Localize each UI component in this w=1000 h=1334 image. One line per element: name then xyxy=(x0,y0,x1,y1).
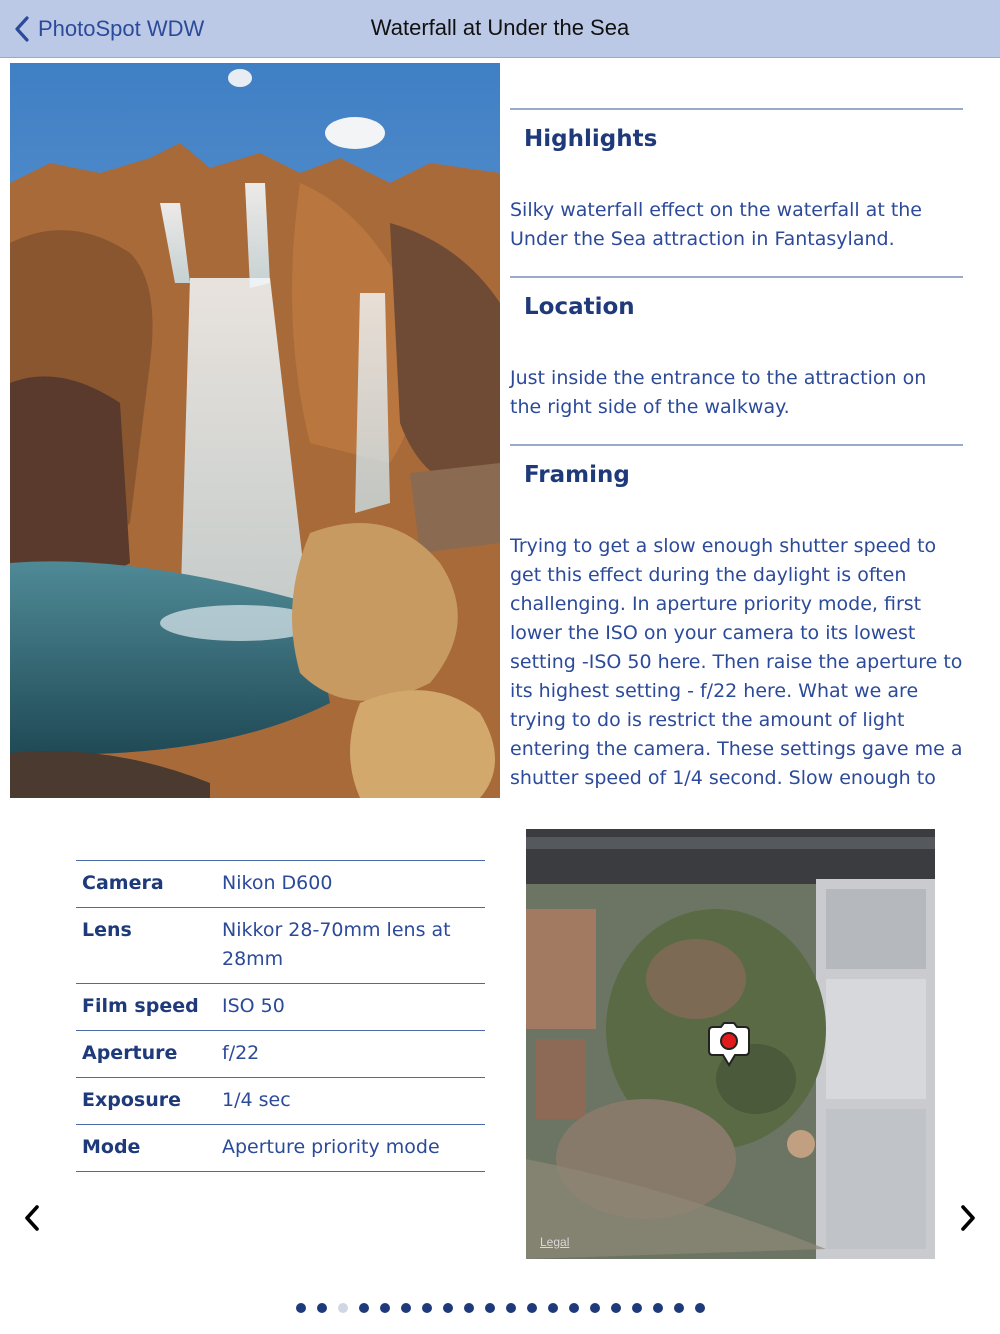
table-row xyxy=(76,1031,485,1078)
section-title: Location xyxy=(524,294,635,320)
highlights-section xyxy=(510,108,963,276)
spec-label: Mode xyxy=(76,1125,216,1172)
page-dot[interactable] xyxy=(527,1303,537,1313)
page-dot[interactable] xyxy=(422,1303,432,1313)
page-dot[interactable] xyxy=(443,1303,453,1313)
info-panel[interactable] xyxy=(510,108,963,789)
page-dot[interactable] xyxy=(359,1303,369,1313)
page-dot[interactable] xyxy=(611,1303,621,1313)
page-dot[interactable] xyxy=(548,1303,558,1313)
chevron-right-icon[interactable] xyxy=(956,1202,980,1234)
page-dot[interactable] xyxy=(296,1303,306,1313)
spec-value: Nikon D600 xyxy=(216,861,485,908)
camera-settings-table xyxy=(76,860,485,1172)
waterfall-photo xyxy=(10,63,500,798)
spec-label: Lens xyxy=(76,908,216,984)
page-dot[interactable] xyxy=(590,1303,600,1313)
framing-section xyxy=(510,444,963,815)
page-indicator[interactable] xyxy=(0,1303,1000,1315)
section-title: Framing xyxy=(524,462,630,488)
table-row xyxy=(76,984,485,1031)
satellite-map[interactable] xyxy=(526,829,935,1259)
waterfall-image xyxy=(10,63,500,798)
section-text: Just inside the entrance to the attraction on the right side of the walkway. xyxy=(510,367,927,418)
section-text: Trying to get a slow enough shutter speed to get this effect during the daylight is often challenging. In aperture priority mode, first lower the ISO on your camera to its lowest setting -ISO 50 here. Then raise the aperture to its highest setting - f/22 here. What we are trying to do is restrict the amount of light entering the camera. These settings gave me a shutter speed of 1/4 second. Slow enough to xyxy=(510,535,963,789)
page-dot[interactable] xyxy=(569,1303,579,1313)
page-dot[interactable] xyxy=(674,1303,684,1313)
spec-label: Aperture xyxy=(76,1031,216,1078)
back-button-label: PhotoSpot WDW xyxy=(38,16,205,41)
chevron-left-icon[interactable] xyxy=(20,1202,44,1234)
section-text: Silky waterfall effect on the waterfall at the Under the Sea attraction in Fantasyland. xyxy=(510,199,922,250)
spec-value: Aperture priority mode xyxy=(216,1125,485,1172)
location-section xyxy=(510,276,963,444)
page-dot[interactable] xyxy=(632,1303,642,1313)
page-dot[interactable] xyxy=(464,1303,474,1313)
spec-label: Exposure xyxy=(76,1078,216,1125)
spec-value: 1/4 sec xyxy=(216,1078,485,1125)
page-dot[interactable] xyxy=(380,1303,390,1313)
table-row xyxy=(76,1125,485,1172)
spec-value: f/22 xyxy=(216,1031,485,1078)
page-dot[interactable] xyxy=(485,1303,495,1313)
page-dot[interactable] xyxy=(695,1303,705,1313)
spec-value: ISO 50 xyxy=(216,984,485,1031)
page-dot[interactable] xyxy=(653,1303,663,1313)
table-row xyxy=(76,861,485,908)
page-dot[interactable] xyxy=(401,1303,411,1313)
table-row xyxy=(76,1078,485,1125)
page-dot[interactable] xyxy=(506,1303,516,1313)
navigation-bar xyxy=(0,0,1000,58)
page-dot[interactable] xyxy=(317,1303,327,1313)
spec-label: Camera xyxy=(76,861,216,908)
spec-label: Film speed xyxy=(76,984,216,1031)
spec-value: Nikkor 28-70mm lens at 28mm xyxy=(216,908,485,984)
page-title: Waterfall at Under the Sea xyxy=(370,15,630,40)
section-title: Highlights xyxy=(524,126,658,152)
camera-pin-icon[interactable] xyxy=(709,1021,749,1067)
table-row xyxy=(76,908,485,984)
page-dot[interactable] xyxy=(338,1303,348,1313)
map-legal-link[interactable]: Legal xyxy=(540,1235,570,1249)
